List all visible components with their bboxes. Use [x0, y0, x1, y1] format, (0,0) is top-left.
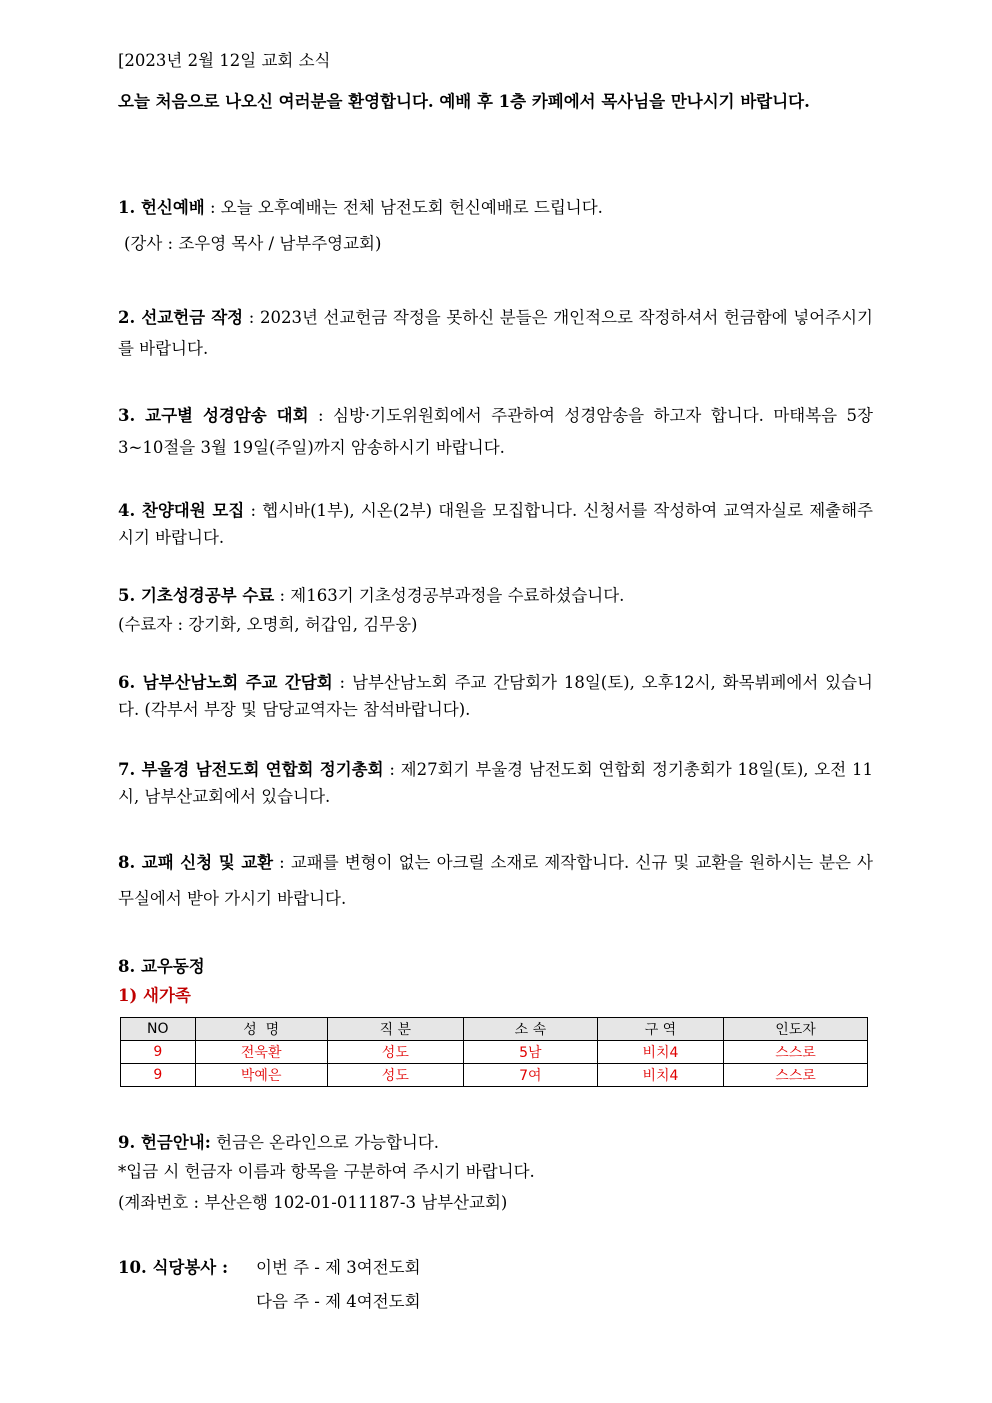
notice-body: 오늘 오후예배는 전체 남전도회 헌신예배로 드립니다.	[220, 198, 603, 217]
welcome-message: 오늘 처음으로 나오신 여러분을 환영합니다. 예배 후 1층 카페에서 목사님을 만나시기 바랍니다.	[118, 92, 810, 111]
notice-body: 교패를 변형이 없는 아크릴 소재로 제작합니다. 신규 및 교환을 원하시는 분은 사무실에서 받아 가시기 바랍니다.	[118, 853, 873, 908]
col-district: 구 역	[597, 1018, 723, 1041]
cell-position: 성도	[327, 1041, 463, 1064]
notice-heading: 2. 선교헌금 작정	[118, 308, 244, 327]
cell-name: 전욱환	[195, 1041, 327, 1064]
notice-body: 제27회기 부울경 남전도회 연합회 정기총회가 18일(토), 오전 11시, 남부산교회에서 있습니다.	[118, 760, 873, 806]
cell-no: 9	[121, 1064, 196, 1087]
cell-no: 9	[121, 1041, 196, 1064]
bulletin-title: [2023년 2월 12일 교회 소식	[118, 51, 331, 70]
notice-item-5: 5. 기초성경공부 수료 : 제163기 기초성경공부과정을 수료하셨습니다.	[118, 586, 625, 605]
notice-item-8: 8. 교패 신청 및 교환 : 교패를 변형이 없는 아크릴 소재로 제작합니다. 신규 및 교환을 원하시는 분은 사무실에서 받아 가시기 바랍니다.	[118, 853, 873, 908]
col-guide: 인도자	[724, 1018, 868, 1041]
col-name: 성 명	[195, 1018, 327, 1041]
bank-account: (계좌번호 : 부산은행 102-01-011187-3 남부산교회)	[118, 1193, 508, 1212]
notice-item-4: 4. 찬양대원 모집 : 헵시바(1부), 시온(2부) 대원을 모집합니다. 신청서를 작성하여 교역자실로 제출해주시기 바랍니다.	[118, 501, 873, 547]
notice-heading: 8. 교패 신청 및 교환	[118, 853, 274, 872]
cell-position: 성도	[327, 1064, 463, 1087]
cell-guide: 스스로	[724, 1041, 868, 1064]
notice-body: 심방·기도위원회에서 주관하여 성경암송을 하고자 합니다. 마태복음 5장 3~10절을 3월 19일(주일)까지 암송하시기 바랍니다.	[118, 406, 873, 457]
offering-body: 헌금은 온라인으로 가능합니다.	[210, 1133, 440, 1152]
table-row	[121, 1064, 868, 1087]
offering-heading: 9. 헌금안내:	[118, 1133, 211, 1152]
cell-name: 박예은	[195, 1064, 327, 1087]
notice-item-1: 1. 헌신예배 : 오늘 오후예배는 전체 남전도회 헌신예배로 드립니다.	[118, 198, 603, 217]
col-no: NO	[121, 1018, 196, 1041]
cell-group: 7여	[463, 1064, 597, 1087]
notice-heading: 6. 남부산남노회 주교 간담회	[118, 673, 333, 692]
col-position: 직 분	[327, 1018, 463, 1041]
kitchen-this-week: 이번 주 - 제 3여전도회	[256, 1258, 421, 1277]
news-heading: 8. 교우동정	[118, 957, 205, 976]
notice-item-6: 6. 남부산남노회 주교 간담회 : 남부산남노회 주교 간담회가 18일(토), 오후12시, 화목뷔페에서 있습니다. (각부서 부장 및 담당교역자는 참석바랍니다).	[118, 673, 873, 719]
new-family-table	[120, 1017, 868, 1087]
kitchen-next-week: 다음 주 - 제 4여전도회	[256, 1292, 421, 1311]
notice-body: 남부산남노회 주교 간담회가 18일(토), 오후12시, 화목뷔페에서 있습니다. (각부서 부장 및 담당교역자는 참석바랍니다).	[118, 673, 873, 719]
notice-heading: 1. 헌신예배	[118, 198, 205, 217]
cell-group: 5남	[463, 1041, 597, 1064]
notice-item-2: 2. 선교헌금 작정 : 2023년 선교헌금 작정을 못하신 분들은 개인적으로 작정하셔서 헌금함에 넣어주시기를 바랍니다.	[118, 308, 873, 358]
notice-item-7: 7. 부울경 남전도회 연합회 정기총회 : 제27회기 부울경 남전도회 연합회 정기총회가 18일(토), 오전 11시, 남부산교회에서 있습니다.	[118, 760, 873, 806]
new-family-heading: 1) 새가족	[118, 986, 191, 1005]
notice-body: 헵시바(1부), 시온(2부) 대원을 모집합니다. 신청서를 작성하여 교역자실로 제출해주시기 바랍니다.	[118, 501, 873, 547]
kitchen-heading: 10. 식당봉사 :	[118, 1258, 229, 1277]
cell-district: 비치4	[597, 1064, 723, 1087]
offering-notice	[118, 1129, 873, 1156]
offering-note: *입금 시 헌금자 이름과 항목을 구분하여 주시기 바랍니다.	[118, 1162, 535, 1181]
notice-item-3: 3. 교구별 성경암송 대회 : 심방·기도위원회에서 주관하여 성경암송을 하고자 합니다. 마태복음 5장 3~10절을 3월 19일(주일)까지 암송하시기 바랍니다.	[118, 406, 873, 457]
table-row	[121, 1041, 868, 1064]
notice-body: 2023년 선교헌금 작정을 못하신 분들은 개인적으로 작정하셔서 헌금함에 넣어주시기를 바랍니다.	[118, 308, 873, 358]
cell-district: 비치4	[597, 1041, 723, 1064]
notice-heading: 4. 찬양대원 모집	[118, 501, 245, 520]
graduates-list: (수료자 : 강기화, 오명희, 허갑임, 김무웅)	[118, 615, 418, 634]
notice-heading: 5. 기초성경공부 수료	[118, 586, 275, 605]
col-group: 소 속	[463, 1018, 597, 1041]
notice-heading: 7. 부울경 남전도회 연합회 정기총회	[118, 760, 384, 779]
notice-body: 제163기 기초성경공부과정을 수료하셨습니다.	[290, 586, 625, 605]
cell-guide: 스스로	[724, 1064, 868, 1087]
notice-heading: 3. 교구별 성경암송 대회	[118, 406, 309, 425]
table-header-row	[121, 1018, 868, 1041]
notice-speaker: (강사 : 조우영 목사 / 남부주영교회)	[124, 234, 382, 253]
